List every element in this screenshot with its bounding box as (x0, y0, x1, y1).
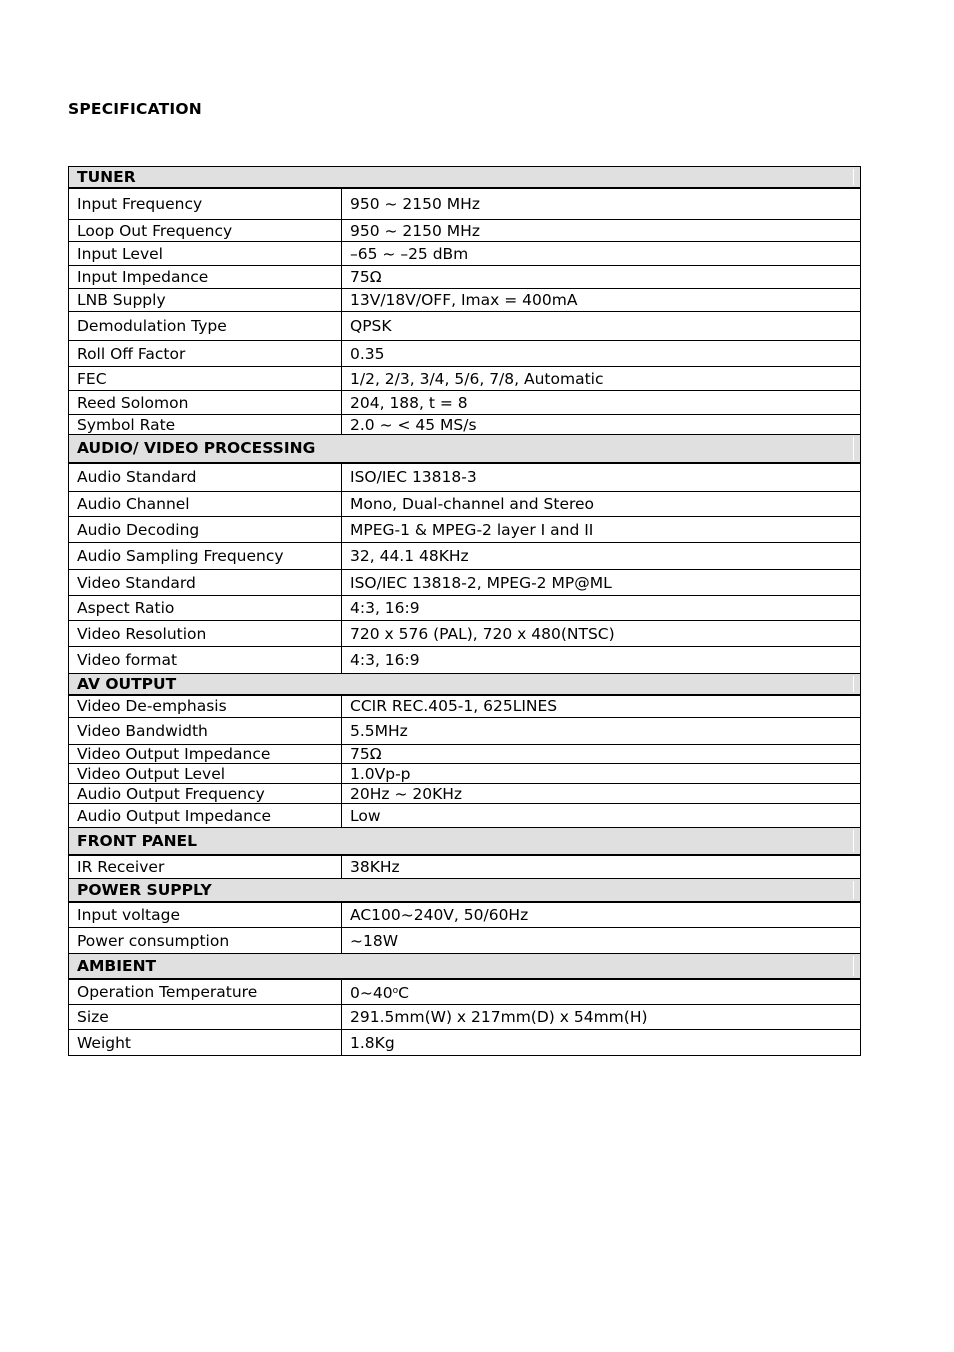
table-row (69, 391, 861, 415)
spec-value: 4:3, 16:9 (342, 647, 861, 674)
spec-value: 950 ~ 2150 MHz (342, 220, 861, 242)
table-row (69, 341, 861, 367)
table-row (69, 1005, 861, 1030)
spec-label: Audio Sampling Frequency (69, 543, 342, 570)
table-row (69, 928, 861, 954)
spec-value: 291.5mm(W) x 217mm(D) x 54mm(H) (342, 1005, 861, 1030)
spec-label: Video Bandwidth (69, 718, 342, 745)
table-row (69, 543, 861, 570)
section-title: POWER SUPPLY (69, 879, 861, 902)
table-row (69, 220, 861, 242)
spec-value: 20Hz ~ 20KHz (342, 784, 861, 804)
spec-label: IR Receiver (69, 855, 342, 879)
section-header-tuner (69, 167, 861, 188)
spec-label: Roll Off Factor (69, 341, 342, 367)
specification-table-body (69, 167, 861, 1056)
spec-label: Video Standard (69, 570, 342, 596)
section-title: FRONT PANEL (69, 828, 861, 855)
section-title: AV OUTPUT (69, 674, 861, 695)
section-title: AMBIENT (69, 954, 861, 979)
spec-label: Demodulation Type (69, 312, 342, 341)
table-row (69, 745, 861, 764)
section-title: AUDIO/ VIDEO PROCESSING (69, 435, 861, 463)
spec-value: Mono, Dual-channel and Stereo (342, 492, 861, 517)
table-row (69, 367, 861, 391)
table-row (69, 695, 861, 718)
spec-label: Input Level (69, 242, 342, 266)
spec-label: Weight (69, 1030, 342, 1056)
table-row (69, 289, 861, 312)
spec-value: 0.35 (342, 341, 861, 367)
spec-label: Size (69, 1005, 342, 1030)
spec-label: Symbol Rate (69, 415, 342, 435)
table-row (69, 718, 861, 745)
spec-value: –65 ~ –25 dBm (342, 242, 861, 266)
table-row (69, 764, 861, 784)
spec-label: Audio Decoding (69, 517, 342, 543)
table-row (69, 242, 861, 266)
spec-value (342, 979, 861, 1005)
spec-value: 13V/18V/OFF, Imax = 400mA (342, 289, 861, 312)
table-row (69, 902, 861, 928)
table-row (69, 804, 861, 828)
spec-value: AC100~240V, 50/60Hz (342, 902, 861, 928)
spec-value: 75Ω (342, 745, 861, 764)
spec-label: Audio Channel (69, 492, 342, 517)
spec-value-text: 0~40 (350, 983, 393, 1002)
spec-label: Input voltage (69, 902, 342, 928)
table-row (69, 517, 861, 543)
section-header-audio-video-processing (69, 435, 861, 463)
spec-value: 5.5MHz (342, 718, 861, 745)
spec-value: Low (342, 804, 861, 828)
table-row (69, 1030, 861, 1056)
spec-value: ISO/IEC 13818-2, MPEG-2 MP@ML (342, 570, 861, 596)
spec-value: 950 ~ 2150 MHz (342, 188, 861, 220)
table-row (69, 979, 861, 1005)
spec-value: 38KHz (342, 855, 861, 879)
section-title: TUNER (69, 167, 861, 188)
degree-superscript: o (392, 985, 399, 996)
spec-label: Reed Solomon (69, 391, 342, 415)
table-row (69, 570, 861, 596)
unit-suffix: C (398, 983, 409, 1002)
spec-value: 4:3, 16:9 (342, 596, 861, 621)
spec-value: QPSK (342, 312, 861, 341)
table-row (69, 463, 861, 492)
spec-label: FEC (69, 367, 342, 391)
spec-value: ~18W (342, 928, 861, 954)
spec-label: Power consumption (69, 928, 342, 954)
table-row (69, 596, 861, 621)
spec-label: Audio Standard (69, 463, 342, 492)
table-row (69, 312, 861, 341)
page-title: SPECIFICATION (68, 100, 202, 118)
table-row (69, 621, 861, 647)
spec-label: Video Output Impedance (69, 745, 342, 764)
spec-label: Audio Output Impedance (69, 804, 342, 828)
spec-label: Input Impedance (69, 266, 342, 289)
spec-label: LNB Supply (69, 289, 342, 312)
table-row (69, 855, 861, 879)
spec-label: Loop Out Frequency (69, 220, 342, 242)
spec-label: Audio Output Frequency (69, 784, 342, 804)
spec-value: MPEG-1 & MPEG-2 layer I and II (342, 517, 861, 543)
spec-value: 32, 44.1 48KHz (342, 543, 861, 570)
section-header-power-supply (69, 879, 861, 902)
section-header-ambient (69, 954, 861, 979)
spec-value: 204, 188, t = 8 (342, 391, 861, 415)
spec-value: ISO/IEC 13818-3 (342, 463, 861, 492)
spec-value: 1.0Vp-p (342, 764, 861, 784)
spec-value: 2.0 ~ < 45 MS/s (342, 415, 861, 435)
spec-label: Video format (69, 647, 342, 674)
spec-label: Input Frequency (69, 188, 342, 220)
specification-table (68, 166, 861, 1056)
spec-value: CCIR REC.405-1, 625LINES (342, 695, 861, 718)
section-header-front-panel (69, 828, 861, 855)
section-header-av-output (69, 674, 861, 695)
spec-value: 75Ω (342, 266, 861, 289)
table-row (69, 415, 861, 435)
spec-value: 720 x 576 (PAL), 720 x 480(NTSC) (342, 621, 861, 647)
spec-value: 1/2, 2/3, 3/4, 5/6, 7/8, Automatic (342, 367, 861, 391)
spec-label: Aspect Ratio (69, 596, 342, 621)
table-row (69, 784, 861, 804)
spec-label: Video De-emphasis (69, 695, 342, 718)
table-row (69, 492, 861, 517)
spec-value: 1.8Kg (342, 1030, 861, 1056)
spec-label: Video Resolution (69, 621, 342, 647)
table-row (69, 647, 861, 674)
table-row (69, 188, 861, 220)
spec-label: Video Output Level (69, 764, 342, 784)
table-row (69, 266, 861, 289)
spec-label: Operation Temperature (69, 979, 342, 1005)
